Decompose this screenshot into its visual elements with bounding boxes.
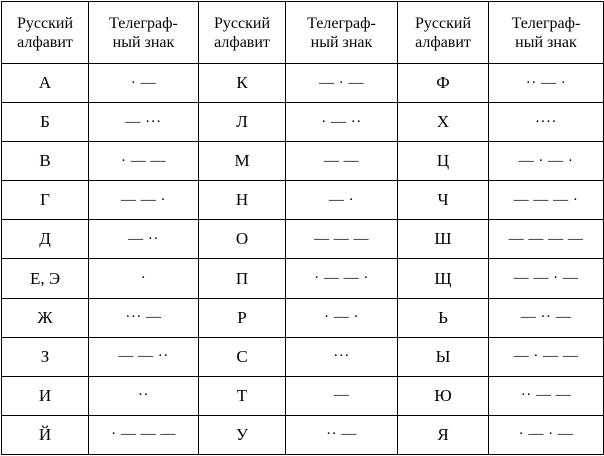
telegraph-code-cell: — — · — (489, 259, 604, 298)
telegraph-code-cell: — · — — (489, 337, 604, 376)
telegraph-code-cell: · — — · (286, 259, 398, 298)
table-row (2, 64, 604, 103)
letter-cell: Ш (398, 220, 489, 259)
table-row (2, 298, 604, 337)
telegraph-code-cell: ·· (89, 376, 199, 415)
letter-cell: П (199, 259, 286, 298)
letter-cell: Д (2, 220, 89, 259)
letter-cell: Ь (398, 298, 489, 337)
telegraph-code-cell: — ··· (89, 103, 199, 142)
table-row (2, 220, 604, 259)
letter-cell: М (199, 142, 286, 181)
letter-cell: Й (2, 415, 89, 454)
telegraph-code-cell: ··· — (89, 298, 199, 337)
header-row (2, 2, 604, 64)
telegraph-code-cell: · — — — (89, 415, 199, 454)
telegraph-code-cell: ···· (489, 103, 604, 142)
header-telegraph-sign: Телеграф- ный знак (286, 2, 398, 64)
letter-cell: Ч (398, 181, 489, 220)
letter-cell: Ю (398, 376, 489, 415)
table-row (2, 337, 604, 376)
telegraph-code-cell: ·· — — (489, 376, 604, 415)
telegraph-code-cell: — — · (89, 181, 199, 220)
letter-cell: Б (2, 103, 89, 142)
telegraph-code-cell: · — (89, 64, 199, 103)
header-russian-alphabet: Русский алфавит (2, 2, 89, 64)
letter-cell: У (199, 415, 286, 454)
letter-cell: В (2, 142, 89, 181)
letter-cell: К (199, 64, 286, 103)
table-row (2, 181, 604, 220)
letter-cell: Ж (2, 298, 89, 337)
header-russian-alphabet: Русский алфавит (199, 2, 286, 64)
telegraph-code-cell: — · — (286, 64, 398, 103)
table-row (2, 415, 604, 454)
letter-cell: Я (398, 415, 489, 454)
letter-cell: Л (199, 103, 286, 142)
telegraph-code-cell: · — ·· (286, 103, 398, 142)
letter-cell: С (199, 337, 286, 376)
telegraph-code-cell: ·· — · (489, 64, 604, 103)
header-russian-alphabet: Русский алфавит (398, 2, 489, 64)
telegraph-code-cell: · — · — (489, 415, 604, 454)
table-row (2, 376, 604, 415)
letter-cell: Е, Э (2, 259, 89, 298)
letter-cell: Щ (398, 259, 489, 298)
telegraph-code-cell: · — · (286, 298, 398, 337)
telegraph-code-cell: — ·· — (489, 298, 604, 337)
telegraph-code-cell: — — (286, 142, 398, 181)
telegraph-code-cell: — — — — (489, 220, 604, 259)
table-row (2, 142, 604, 181)
letter-cell: Ф (398, 64, 489, 103)
telegraph-code-cell: — — — · (489, 181, 604, 220)
table-row (2, 259, 604, 298)
letter-cell: Г (2, 181, 89, 220)
letter-cell: И (2, 376, 89, 415)
morse-code-table (1, 1, 604, 455)
telegraph-code-cell: — · — · (489, 142, 604, 181)
telegraph-code-cell: ··· (286, 337, 398, 376)
letter-cell: Ы (398, 337, 489, 376)
telegraph-code-cell: — (286, 376, 398, 415)
letter-cell: Р (199, 298, 286, 337)
telegraph-code-cell: ·· — (286, 415, 398, 454)
letter-cell: Х (398, 103, 489, 142)
telegraph-code-cell: — ·· (89, 220, 199, 259)
telegraph-code-cell: · — — (89, 142, 199, 181)
letter-cell: Т (199, 376, 286, 415)
telegraph-code-cell: — — — (286, 220, 398, 259)
table-body (2, 64, 604, 455)
letter-cell: А (2, 64, 89, 103)
letter-cell: О (199, 220, 286, 259)
letter-cell: Ц (398, 142, 489, 181)
letter-cell: Н (199, 181, 286, 220)
telegraph-code-cell: · (89, 259, 199, 298)
header-telegraph-sign: Телеграф- ный знак (489, 2, 604, 64)
telegraph-code-cell: — — ·· (89, 337, 199, 376)
telegraph-code-cell: — · (286, 181, 398, 220)
table-row (2, 103, 604, 142)
header-telegraph-sign: Телеграф- ный знак (89, 2, 199, 64)
letter-cell: З (2, 337, 89, 376)
